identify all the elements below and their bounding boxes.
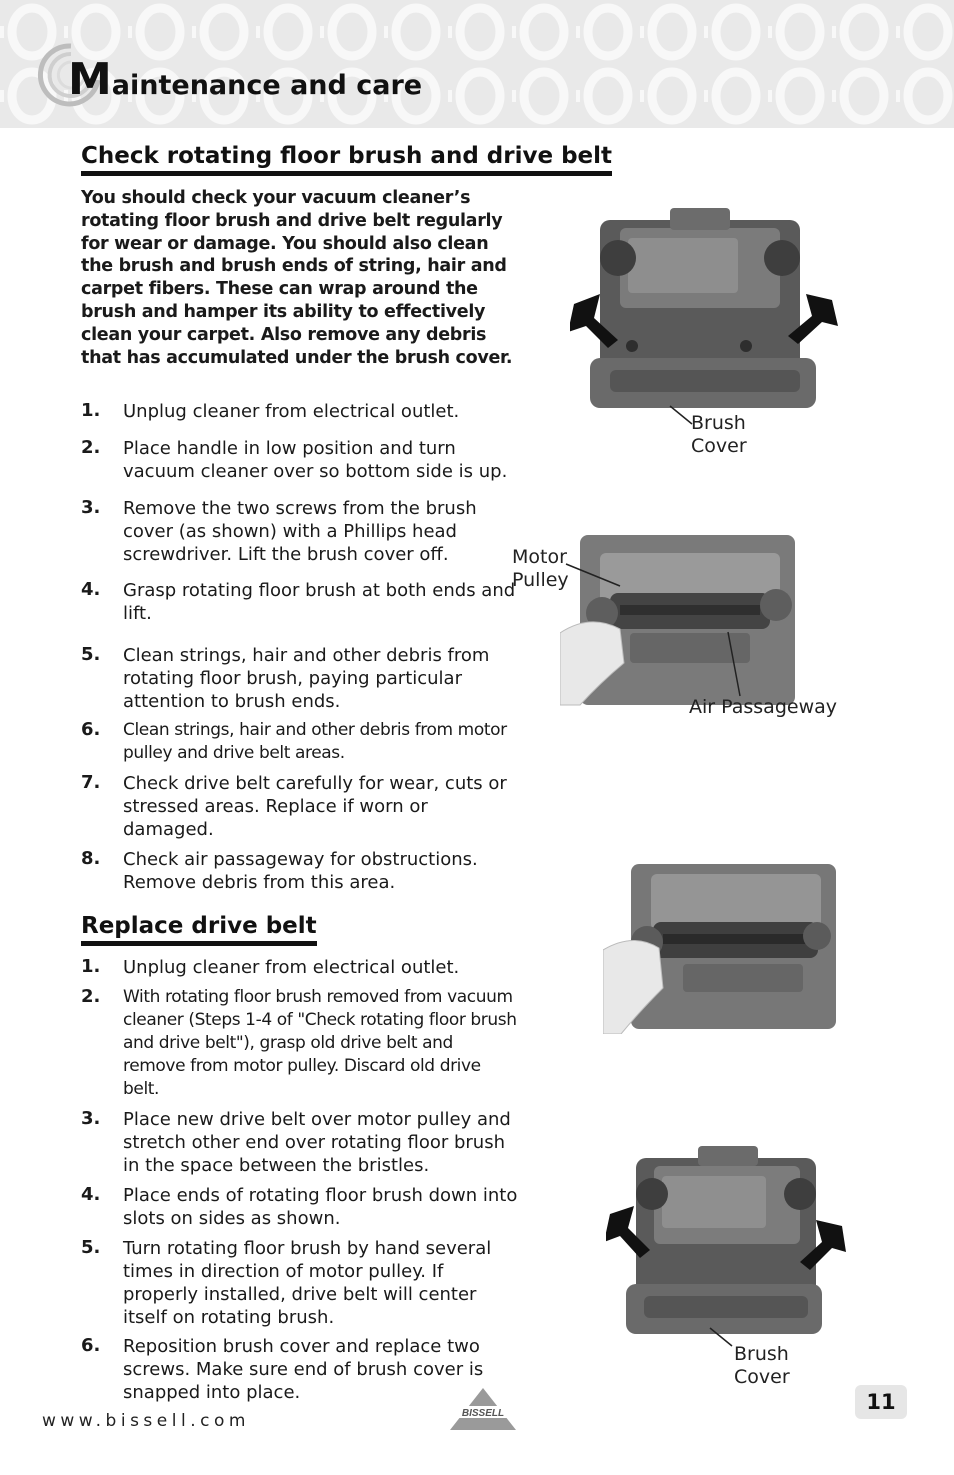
step-number: 6. bbox=[81, 719, 101, 740]
photo-drive-belt bbox=[603, 862, 838, 1034]
caption-brush-cover-1 bbox=[691, 412, 747, 458]
title-rest: aintenance and care bbox=[111, 70, 423, 101]
caption-line: Motor bbox=[512, 546, 567, 568]
leader-line-motor-pulley bbox=[564, 560, 624, 590]
step-number: 1. bbox=[81, 400, 101, 421]
caption-line: Cover bbox=[734, 1366, 790, 1388]
step-text: Turn rotating floor brush by hand several times in direction of motor pulley. If properly installed, drive belt will center itself on rotating brush. bbox=[123, 1238, 492, 1328]
step-number: 5. bbox=[81, 1237, 101, 1258]
step-number: 6. bbox=[81, 1335, 101, 1356]
step-number: 3. bbox=[81, 1108, 101, 1129]
step-text: Reposition brush cover and replace two screws. Make sure end of brush cover is snapped into place. bbox=[123, 1336, 484, 1403]
step-number: 4. bbox=[81, 579, 101, 600]
caption-line: Brush bbox=[734, 1343, 789, 1365]
page-title bbox=[68, 54, 423, 105]
heading-replace-belt: Replace drive belt bbox=[81, 913, 317, 946]
step-text: Place new drive belt over motor pulley and stretch other end over rotating floor brush in the space between the bristles. bbox=[123, 1109, 511, 1176]
caption-line: Brush bbox=[691, 412, 746, 434]
step-number: 8. bbox=[81, 848, 101, 869]
step-number: 4. bbox=[81, 1184, 101, 1205]
photo-brush-cover-reposition bbox=[606, 1146, 846, 1336]
photo-brush-cover-screws bbox=[570, 208, 840, 413]
title-dropcap: M bbox=[68, 54, 112, 105]
step-text: With rotating floor brush removed from vacuum cleaner (Steps 1-4 of "Check rotating floor brush and drive belt"), grasp old drive belt and remove from motor pulley. Discard old drive belt. bbox=[123, 987, 517, 1099]
footer-url: www.bissell.com bbox=[42, 1411, 250, 1431]
caption-line: Cover bbox=[691, 435, 747, 457]
step-text: Remove the two screws from the brush cover (as shown) with a Phillips head screwdriver. Lift the brush cover off. bbox=[123, 498, 477, 565]
heading-check-brush: Check rotating floor brush and drive belt bbox=[81, 143, 612, 176]
step-text: Check air passageway for obstructions. Remove debris from this area. bbox=[123, 849, 478, 893]
step-text: Unplug cleaner from electrical outlet. bbox=[123, 401, 460, 422]
step-number: 1. bbox=[81, 956, 101, 977]
caption-air-passageway: Air Passageway bbox=[689, 696, 837, 718]
page-number: 11 bbox=[855, 1385, 907, 1419]
bissell-logo bbox=[448, 1386, 518, 1432]
step-text: Clean strings, hair and other debris from rotating floor brush, paying particular attention to brush ends. bbox=[123, 645, 490, 712]
step-number: 2. bbox=[81, 437, 101, 458]
intro-paragraph: You should check your vacuum cleaner’s rotating floor brush and drive belt regularly for wear or damage. You should also clean the brush and brush ends of string, hair and carpet fibers. These can wrap around the brush and hamper its ability to effectively clean your carpet. Also remove any debris that has accumulated under the brush cover. bbox=[81, 188, 513, 368]
caption-brush-cover-2 bbox=[734, 1343, 790, 1389]
step-number: 5. bbox=[81, 644, 101, 665]
step-number: 3. bbox=[81, 497, 101, 518]
step-text: Clean strings, hair and other debris from motor pulley and drive belt areas. bbox=[123, 720, 507, 763]
caption-line: Pulley bbox=[512, 569, 569, 591]
step-text: Place ends of rotating floor brush down into slots on sides as shown. bbox=[123, 1185, 518, 1229]
step-text: Place handle in low position and turn vacuum cleaner over so bottom side is up. bbox=[123, 438, 508, 482]
leader-line-air-passageway bbox=[726, 630, 746, 700]
step-number: 2. bbox=[81, 986, 101, 1007]
caption-motor-pulley bbox=[512, 546, 569, 592]
step-number: 7. bbox=[81, 772, 101, 793]
step-text: Check drive belt carefully for wear, cuts or stressed areas. Replace if worn or damaged. bbox=[123, 773, 507, 840]
logo-text: BISSELL bbox=[461, 1408, 505, 1419]
step-text: Unplug cleaner from electrical outlet. bbox=[123, 957, 460, 978]
step-text: Grasp rotating floor brush at both ends and lift. bbox=[123, 580, 516, 624]
